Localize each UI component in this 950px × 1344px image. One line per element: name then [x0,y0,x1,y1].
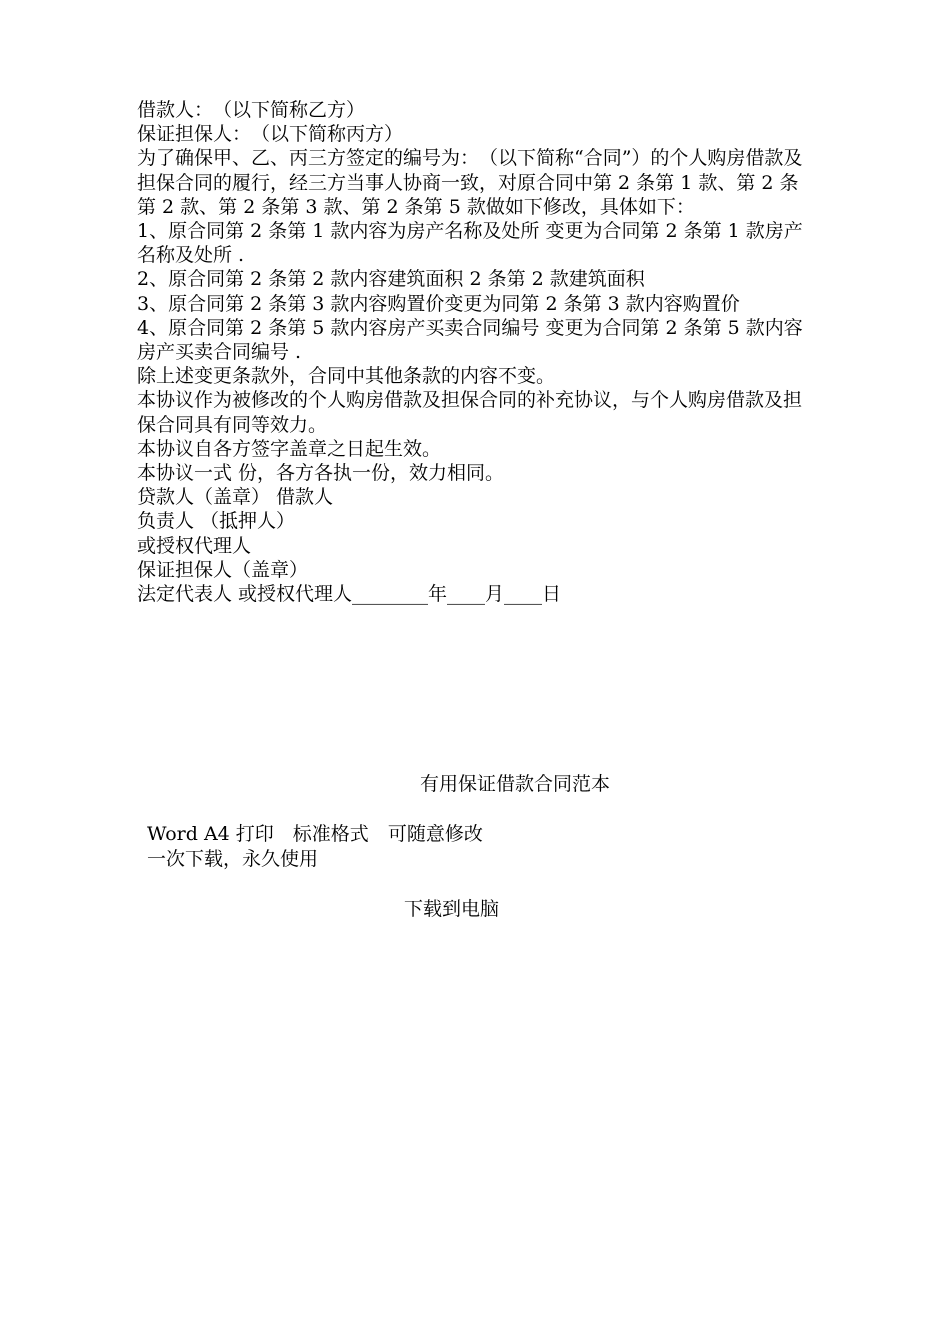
signature-block [137,485,817,606]
paragraph-other-terms: 除上述变更条款外，合同中其他条款的内容不变。 [137,365,556,388]
paragraph-copies: 本协议一式 份，各方各执一份，效力相同。 [137,462,505,485]
footer-notes [147,822,483,872]
signature-agent: 或授权代理人 [137,534,252,557]
paragraph-clause-2: 2、原合同第 2 条第 2 款内容建筑面积 2 条第 2 款建筑面积 [137,268,645,291]
contract-body [137,98,817,606]
paragraph-purpose: 为了确保甲、乙、丙三方签定的编号为： （以下简称“合同”）的个人购房借款及担保合同的履行，经三方当事人协商一致，对原合同中第 2 条第 1 款、第 2 条第 2 款、第 2 条第 3 款、第 2 条第 5 款做如下修改，具体如下： [137,147,803,218]
paragraph-borrower: 借款人： （以下简称乙方） [137,99,366,121]
paragraph-supplement: 本协议作为被修改的个人购房借款及担保合同的补充协议，与个人购房借款及担保合同具有同等效力。 [137,389,803,436]
paragraph-clause-4: 4、原合同第 2 条第 5 款内容房产买卖合同编号 变更为合同第 2 条第 5 款内容房产买卖合同编号 . [137,316,803,364]
paragraph-clause-1: 1、原合同第 2 条第 1 款内容为房产名称及处所 变更为合同第 2 条第 1 款房产名称及处所 . [137,220,803,267]
signature-lender: 贷款人（盖章） 借款人 [137,486,334,509]
signature-responsible: 负责人 （抵押人） [137,510,296,533]
paragraph-guarantor: 保证担保人： （以下简称丙方） [137,123,404,146]
signature-guarantor: 保证担保人（盖章） [137,558,309,581]
paragraph-clause-3: 3、原合同第 2 条第 3 款内容购置价变更为同第 2 条第 3 款内容购置价 [137,292,740,315]
footer-title: 有用保证借款合同范本 [419,773,610,795]
signature-legal-rep-date: 法定代表人 或授权代理人________年____月____日 [137,583,562,606]
footer-note-download: 一次下载，永久使用 [147,848,319,870]
footer-note-format: Word A4 打印 标准格式 可随意修改 [147,823,483,845]
paragraph-effective: 本协议自各方签字盖章之日起生效。 [137,437,442,460]
download-to-computer-link[interactable]: 下载到电脑 [404,898,500,920]
